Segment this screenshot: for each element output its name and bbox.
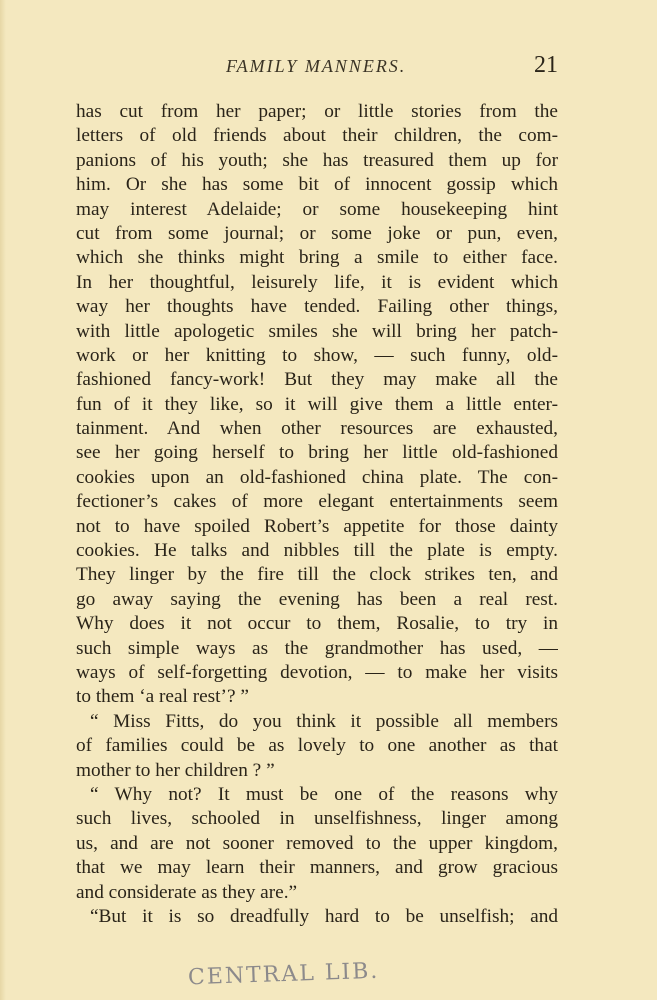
text-line: mother to her children ? ” (76, 759, 275, 781)
text-line: of families could be as lovely to one another as that (76, 735, 558, 757)
text-line: see her going herself to bring her little old-fashioned (76, 442, 558, 464)
text-line: They linger by the fire till the clock strikes ten, and (76, 564, 558, 586)
text-line: with little apologetic smiles she will bring her patch- (76, 320, 558, 342)
text-line: way her thoughts have tended. Failing other things, (76, 296, 558, 318)
library-stamp: CENTRAL LIB. (187, 958, 380, 991)
page-edge-shadow (0, 0, 6, 1000)
text-line: cut from some journal; or some joke or pun, even, (76, 222, 558, 244)
running-title: FAMILY MANNERS. (226, 56, 407, 76)
text-line: “ Miss Fitts, do you think it possible all members (90, 710, 558, 732)
text-line: fashioned fancy-work! But they may make all the (76, 369, 558, 391)
text-line: cookies. He talks and nibbles till the plate is empty. (76, 540, 558, 562)
text-line: him. Or she has some bit of innocent gossip which (76, 174, 558, 196)
text-line: tainment. And when other resources are exhausted, (76, 418, 558, 440)
text-line: which she thinks might bring a smile to either face. (76, 247, 558, 269)
text-line: In her thoughtful, leisurely life, it is evident which (76, 271, 558, 293)
text-line: go away saying the evening has been a real rest. (76, 588, 558, 610)
text-line: such simple ways as the grandmother has used, — (76, 637, 558, 659)
text-line: Why does it not occur to them, Rosalie, to try in (76, 613, 558, 635)
text-line: fectioner’s cakes of more elegant entertainments seem (76, 491, 558, 513)
text-line: cookies upon an old-fashioned china plate. The con- (76, 466, 558, 488)
text-line: and considerate as they are.” (76, 881, 298, 903)
running-head (76, 52, 558, 82)
text-line: such lives, schooled in unselfishness, linger among (76, 808, 558, 830)
text-line: “ Why not? It must be one of the reasons why (90, 783, 558, 805)
text-line: to them ‘a real rest’? ” (76, 686, 249, 708)
text-line: fun of it they like, so it will give them a little enter- (76, 393, 558, 415)
text-line: may interest Adelaide; or some housekeeping hint (76, 198, 558, 220)
body-text (76, 100, 558, 929)
text-line: “But it is so dreadfully hard to be unselfish; and (90, 905, 558, 927)
text-line: panions of his youth; she has treasured them up for (76, 149, 558, 171)
text-line: us, and are not sooner removed to the upper kingdom, (76, 832, 558, 854)
text-line: ways of self-forgetting devotion, — to make her visits (76, 661, 558, 683)
text-line: that we may learn their manners, and grow gracious (76, 857, 558, 879)
page-number: 21 (534, 52, 558, 78)
text-line: has cut from her paper; or little stories from the (76, 101, 558, 122)
text-line: letters of old friends about their children, the com- (76, 125, 558, 147)
text-line: not to have spoiled Robert’s appetite for those dainty (76, 515, 558, 537)
text-line: work or her knitting to show, — such funny, old- (76, 344, 558, 366)
